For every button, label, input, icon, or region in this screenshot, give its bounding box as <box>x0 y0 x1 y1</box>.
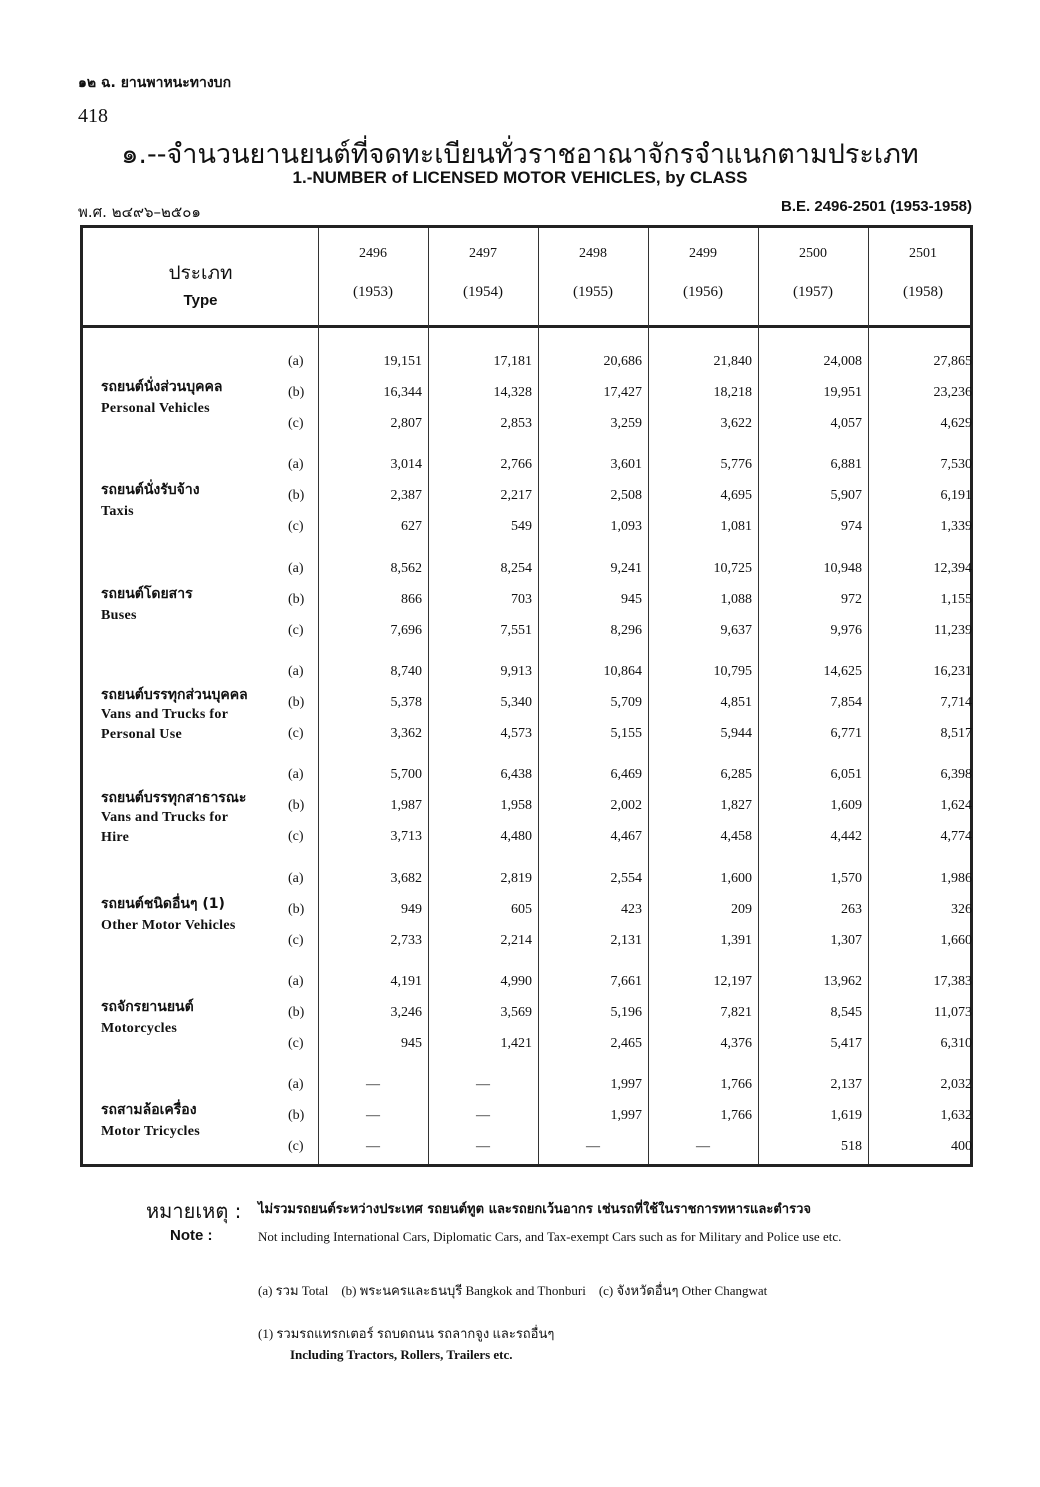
table-cell: — <box>366 1108 380 1124</box>
table-cell: 2,137 <box>830 1077 862 1093</box>
year-be: 2500 <box>799 246 827 261</box>
row-label-english: Other Motor Vehicles <box>101 917 236 933</box>
table-cell: — <box>586 1139 600 1155</box>
legend-b: (b) พระนครและธนบุรี Bangkok and Thonburi <box>341 1283 586 1298</box>
row-subtype: (a) <box>288 767 304 783</box>
table-cell: 19,151 <box>383 354 422 369</box>
table-cell: 3,362 <box>390 725 422 741</box>
row-label-english: Motor Tricycles <box>101 1124 200 1140</box>
table-cell: 627 <box>401 519 422 535</box>
table-cell: 23,236 <box>933 385 972 400</box>
year-header <box>318 246 428 301</box>
table-cell: 703 <box>511 591 532 607</box>
row-label-thai: รถยนต์บรรทุกส่วนบุคคล <box>101 686 248 703</box>
year-ce: (1958) <box>903 284 943 300</box>
table-cell: 972 <box>841 591 862 607</box>
row-label-english: Personal Vehicles <box>101 401 210 416</box>
table-cell: 17,181 <box>493 354 532 369</box>
row-subtype: (b) <box>288 694 305 710</box>
year-be: 2501 <box>909 246 937 261</box>
row-label-thai: รถยนต์โดยสาร <box>101 585 193 602</box>
year-header <box>648 246 758 301</box>
table-cell: 2,131 <box>610 932 642 948</box>
legend-a: (a) รวม Total <box>258 1283 329 1298</box>
row-label-english: Vans and Trucks for <box>101 810 229 826</box>
table-cell: 6,398 <box>940 767 972 783</box>
table-cell: 945 <box>621 591 642 607</box>
table-cell: 20,686 <box>603 354 642 369</box>
row-subtype: (b) <box>288 385 305 400</box>
table-cell: 8,740 <box>390 663 422 679</box>
column-divider <box>538 228 539 1164</box>
table-cell: 1,958 <box>500 798 532 814</box>
table-cell: — <box>476 1108 490 1124</box>
row-label-english: Personal Use <box>101 726 182 742</box>
table-cell: 1,391 <box>720 932 752 948</box>
table-cell: 24,008 <box>823 354 862 369</box>
table-cell: 7,530 <box>940 457 972 473</box>
year-ce: (1953) <box>353 284 393 300</box>
row-subtype: (c) <box>288 829 304 845</box>
table-cell: 16,231 <box>933 663 972 679</box>
row-label-thai: รถยนต์นั่งส่วนบุคคล <box>101 379 223 395</box>
table-cell: 1,093 <box>610 519 642 535</box>
row-subtype: (c) <box>288 1139 304 1155</box>
table-cell: 6,285 <box>720 767 752 783</box>
row-label-english: Taxis <box>101 504 134 520</box>
year-be: 2498 <box>579 246 607 261</box>
table-cell: 1,827 <box>720 798 752 814</box>
row-label-english: Motorcycles <box>101 1020 178 1036</box>
row-subtype: (a) <box>288 457 304 473</box>
table-cell: 549 <box>511 519 532 535</box>
table-cell: 1,766 <box>720 1108 752 1124</box>
table-cell: 10,864 <box>603 663 642 679</box>
table-cell: 18,218 <box>713 385 752 400</box>
table-cell: 5,378 <box>390 694 422 710</box>
table-cell: 605 <box>511 901 532 917</box>
table-cell: 7,854 <box>830 694 862 710</box>
title-thai: ๑.--จำนวนยานยนต์ที่จดทะเบียนทั่วราชอาณาจักรจำแนกตามประเภท <box>121 139 919 170</box>
era-english: B.E. 2496-2501 (1953-1958) <box>781 198 972 215</box>
table-cell: 10,725 <box>713 560 752 576</box>
year-header <box>758 246 868 301</box>
table-cell: 2,508 <box>610 488 642 504</box>
table-cell: 1,081 <box>720 519 752 535</box>
table-cell: 7,661 <box>610 973 642 989</box>
page-number: 418 <box>78 105 108 127</box>
type-header-english: Type <box>183 292 218 309</box>
row-subtype: (a) <box>288 560 304 576</box>
table-cell: 263 <box>841 901 862 917</box>
row-label-thai: รถสามล้อเครื่อง <box>101 1102 197 1119</box>
year-header <box>868 246 978 301</box>
table-cell: 2,766 <box>500 457 532 473</box>
row-label-thai: รถยนต์นั่งรับจ้าง <box>101 482 200 499</box>
table-cell: 10,948 <box>823 560 862 576</box>
footnote-english: Including Tractors, Rollers, Trailers etc. <box>290 1347 513 1362</box>
row-subtype: (b) <box>288 1004 305 1020</box>
column-divider <box>428 228 429 1164</box>
table-cell: 3,246 <box>390 1004 422 1020</box>
table-cell: 3,713 <box>390 829 422 845</box>
table-cell: 3,259 <box>610 416 642 431</box>
table-cell: 1,339 <box>940 519 972 535</box>
table-cell: 1,997 <box>610 1077 642 1093</box>
year-ce: (1957) <box>793 284 833 300</box>
table-cell: 518 <box>841 1139 862 1155</box>
table-cell: 21,840 <box>713 354 752 369</box>
table-cell: 3,682 <box>390 870 422 886</box>
row-subtype: (a) <box>288 870 304 886</box>
table-cell: 1,600 <box>720 870 752 886</box>
table-cell: 326 <box>951 901 972 917</box>
row-subtype: (c) <box>288 519 304 535</box>
year-header <box>428 246 538 301</box>
type-header-thai: ประเภท <box>168 262 233 284</box>
table-cell: 8,517 <box>940 725 972 741</box>
column-divider <box>758 228 759 1164</box>
table-cell: 2,807 <box>390 416 422 431</box>
table-cell: — <box>366 1077 380 1093</box>
table-cell: 8,296 <box>610 622 642 638</box>
table-cell: 1,619 <box>830 1108 862 1124</box>
table-cell: 27,865 <box>933 354 972 369</box>
table-cell: 9,241 <box>610 560 642 576</box>
table-cell: 4,573 <box>500 725 532 741</box>
table-cell: 6,438 <box>500 767 532 783</box>
table-cell: 1,609 <box>830 798 862 814</box>
table-cell: 16,344 <box>383 385 422 400</box>
row-subtype: (c) <box>288 622 304 638</box>
row-label-thai: รถยนต์ชนิดอื่นๆ (1) <box>101 895 225 912</box>
table-cell: 9,976 <box>830 622 862 638</box>
table-cell: 4,990 <box>500 973 532 989</box>
table-cell: 6,469 <box>610 767 642 783</box>
table-cell: 5,417 <box>830 1035 862 1051</box>
table-cell: — <box>476 1139 490 1155</box>
table-cell: 2,853 <box>500 416 532 431</box>
note-text-english: Not including International Cars, Diplomatic Cars, and Tax-exempt Cars such as for Military and Police use etc. <box>258 1229 842 1244</box>
table-cell: 17,383 <box>933 973 972 989</box>
table-cell: 4,695 <box>720 488 752 504</box>
table-cell: 5,709 <box>610 694 642 710</box>
table-cell: 1,088 <box>720 591 752 607</box>
table-cell: 7,696 <box>390 622 422 638</box>
table-cell: 8,562 <box>390 560 422 576</box>
table-cell: 11,073 <box>934 1004 972 1020</box>
chapter-header: ๑๒ ฉ. ยานพาหนะทางบก <box>78 75 232 91</box>
row-subtype: (a) <box>288 354 304 369</box>
table-cell: 12,394 <box>933 560 972 576</box>
table-cell: 6,051 <box>830 767 862 783</box>
table-cell: 2,032 <box>940 1077 972 1093</box>
row-subtype: (b) <box>288 901 305 917</box>
table-cell: 1,624 <box>940 798 972 814</box>
footnote-thai: (1) รวมรถแทรกเตอร์ รถบดถนน รถลากจูง และรถอื่นๆ <box>258 1326 555 1341</box>
table-cell: 4,774 <box>940 829 972 845</box>
year-be: 2499 <box>689 246 717 261</box>
table-cell: 1,155 <box>940 591 972 607</box>
column-divider <box>648 228 649 1164</box>
table-cell: 6,771 <box>830 725 862 741</box>
year-be: 2497 <box>469 246 497 261</box>
table-cell: 3,014 <box>390 457 422 473</box>
table-cell: 4,442 <box>830 829 862 845</box>
row-subtype: (b) <box>288 1108 305 1124</box>
table-cell: 5,907 <box>830 488 862 504</box>
table-cell: 2,214 <box>500 932 532 948</box>
table-cell: 974 <box>841 519 862 535</box>
table-cell: 400 <box>951 1139 972 1155</box>
row-subtype: (a) <box>288 1077 304 1093</box>
table-cell: 3,622 <box>720 416 752 431</box>
table-cell: 423 <box>621 901 642 917</box>
table-cell: 4,458 <box>720 829 752 845</box>
table-cell: 949 <box>401 901 422 917</box>
legend <box>258 1280 767 1301</box>
year-be: 2496 <box>359 246 387 261</box>
row-subtype: (b) <box>288 591 305 607</box>
year-header <box>538 246 648 301</box>
row-subtype: (c) <box>288 932 304 948</box>
table-cell: 4,480 <box>500 829 532 845</box>
table-cell: 14,625 <box>823 663 862 679</box>
table-cell: 2,387 <box>390 488 422 504</box>
table-cell: 9,913 <box>500 663 532 679</box>
table-cell: 4,467 <box>610 829 642 845</box>
table-cell: 866 <box>401 591 422 607</box>
table-cell: 7,714 <box>940 694 972 710</box>
table-cell: 4,376 <box>720 1035 752 1051</box>
table-cell: 4,629 <box>940 416 972 431</box>
table-cell: 5,944 <box>720 725 752 741</box>
table-cell: 6,191 <box>940 488 972 504</box>
table-cell: — <box>366 1139 380 1155</box>
table-cell: 11,239 <box>934 622 972 638</box>
table-cell: 945 <box>401 1035 422 1051</box>
header-divider <box>83 325 970 328</box>
table-cell: 2,002 <box>610 798 642 814</box>
table-cell: 1,421 <box>500 1035 532 1051</box>
table-cell: 6,881 <box>830 457 862 473</box>
note-label-english: Note : <box>170 1227 213 1244</box>
table-cell: 5,700 <box>390 767 422 783</box>
row-subtype: (b) <box>288 798 305 814</box>
row-subtype: (a) <box>288 663 304 679</box>
column-divider <box>318 228 319 1164</box>
table-cell: 4,191 <box>390 973 422 989</box>
table-cell: 2,465 <box>610 1035 642 1051</box>
title-english: 1.-NUMBER of LICENSED MOTOR VEHICLES, by CLASS <box>292 168 748 187</box>
table-cell: 1,660 <box>940 932 972 948</box>
table-cell: 1,307 <box>830 932 862 948</box>
table-cell: 12,197 <box>713 973 752 989</box>
year-ce: (1955) <box>573 284 613 300</box>
type-header <box>83 258 318 309</box>
table-cell: 7,821 <box>720 1004 752 1020</box>
table-cell: 2,819 <box>500 870 532 886</box>
table-cell: 209 <box>731 901 752 917</box>
table-cell: 1,632 <box>940 1108 972 1124</box>
table-cell: 9,637 <box>720 622 752 638</box>
table-cell: 6,310 <box>940 1035 972 1051</box>
table-cell: 5,196 <box>610 1004 642 1020</box>
legend-c: (c) จังหวัดอื่นๆ Other Changwat <box>598 1283 768 1298</box>
row-subtype: (a) <box>288 973 304 989</box>
row-label-thai: รถยนต์บรรทุกสาธารณะ <box>101 790 247 807</box>
vehicle-table <box>80 225 973 1167</box>
table-cell: 2,554 <box>610 870 642 886</box>
table-cell: 19,951 <box>823 385 862 400</box>
table-cell: — <box>476 1077 490 1093</box>
row-subtype: (c) <box>288 1035 304 1051</box>
row-subtype: (b) <box>288 488 305 504</box>
table-cell: 13,962 <box>823 973 862 989</box>
note-text-thai: ไม่รวมรถยนต์ระหว่างประเทศ รถยนต์ทูต และรถยกเว้นอากร เช่นรถที่ใช้ในราชการทหารและตำรวจ <box>258 1202 812 1217</box>
table-cell: 8,254 <box>500 560 532 576</box>
table-cell: 4,851 <box>720 694 752 710</box>
table-cell: 14,328 <box>493 385 532 400</box>
row-label-english: Vans and Trucks for <box>101 706 229 722</box>
column-divider <box>868 228 869 1164</box>
table-cell: 1,986 <box>940 870 972 886</box>
row-label-thai: รถจักรยานยนต์ <box>101 998 194 1015</box>
table-cell: 5,340 <box>500 694 532 710</box>
table-cell: 2,217 <box>500 488 532 504</box>
note-label-thai: หมายเหตุ : <box>146 1199 242 1223</box>
table-cell: 3,601 <box>610 457 642 473</box>
table-cell: 10,795 <box>713 663 752 679</box>
year-ce: (1956) <box>683 284 723 300</box>
table-cell: 3,569 <box>500 1004 532 1020</box>
table-cell: 7,551 <box>500 622 532 638</box>
year-ce: (1954) <box>463 284 503 300</box>
row-label-english: Hire <box>101 830 130 846</box>
table-cell: 4,057 <box>830 416 862 431</box>
table-cell: 1,997 <box>610 1108 642 1124</box>
table-cell: 5,155 <box>610 725 642 741</box>
table-cell: 1,570 <box>830 870 862 886</box>
row-subtype: (c) <box>288 725 304 741</box>
table-cell: 1,766 <box>720 1077 752 1093</box>
table-cell: 8,545 <box>830 1004 862 1020</box>
row-label-english: Buses <box>101 607 137 623</box>
table-cell: 5,776 <box>720 457 752 473</box>
table-cell: 1,987 <box>390 798 422 814</box>
era-thai: พ.ศ. ๒๔๙๖–๒๕๐๑ <box>78 203 201 221</box>
table-cell: 17,427 <box>603 385 642 400</box>
row-subtype: (c) <box>288 416 304 431</box>
table-cell: 2,733 <box>390 932 422 948</box>
table-cell: — <box>696 1139 710 1155</box>
